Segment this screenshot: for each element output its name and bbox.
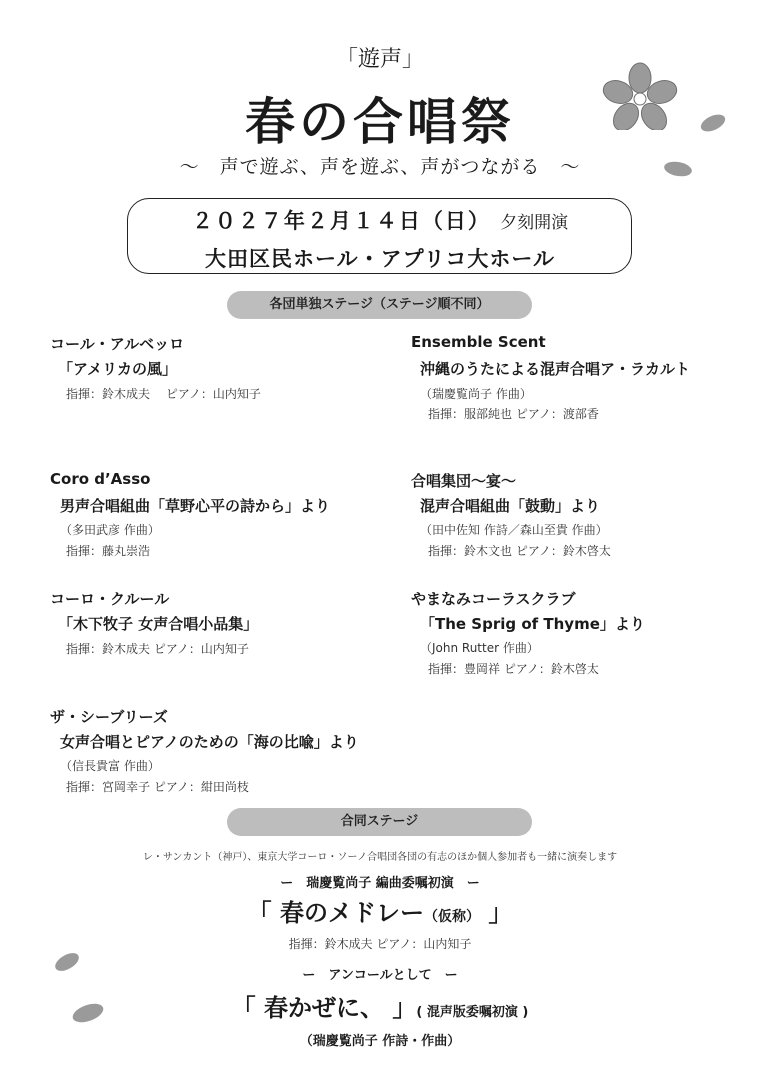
- encore-piece-note: ( 混声版委嘱初演 ): [416, 1005, 529, 1020]
- event-date-line: [0, 205, 760, 235]
- group-name: 合唱集団～宴～: [411, 472, 517, 490]
- section-heading-individual: 各団単独ステージ（ステージ順不同）: [227, 291, 532, 319]
- group-name: Ensemble Scent: [411, 333, 546, 351]
- group-piece: 「木下牧子 女声合唱小品集」: [58, 615, 259, 633]
- group-piece: 「アメリカの風」: [58, 360, 177, 378]
- group-piece: 女声合唱とピアノのための「海の比喩」より: [60, 733, 359, 751]
- page-title: 春の合唱祭: [245, 92, 515, 151]
- section-heading-joint: 合同ステージ: [227, 808, 532, 836]
- group-name: Coro d’Asso: [50, 470, 151, 488]
- group-conductor: 指揮：服部純也 ピアノ：渡部香: [428, 407, 599, 421]
- encore-heading: ー アンコールとして ー: [302, 968, 458, 983]
- joint-conductor: 指揮：鈴木成夫 ピアノ：山内知子: [288, 937, 472, 951]
- group-credit: （田中佐知 作詩／森山至貴 作曲）: [420, 523, 608, 537]
- joint-piece-close: 」: [480, 899, 513, 927]
- joint-piece: [0, 893, 760, 928]
- group-credit: （多田武彦 作曲）: [60, 523, 160, 537]
- tagline: ～ 声で遊ぶ、声を遊ぶ、声がつながる ～: [179, 156, 581, 178]
- event-date: ２０２７年２月１４日（日）: [191, 208, 491, 233]
- joint-piece-title: 「 春のメドレー: [247, 899, 424, 927]
- joint-note: レ・サンカント（神戸）、東京大学コーロ・ソーノ合唱団各団の有志のほか個人参加者も一緒に演奏します: [142, 852, 618, 863]
- event-subtitle: 「遊声」: [335, 47, 424, 72]
- group-credit: （信長貴富 作曲）: [60, 759, 160, 773]
- event-time: 夕刻開演: [500, 213, 569, 233]
- group-name: やまなみコーラスクラブ: [411, 590, 576, 608]
- group-piece: 男声合唱組曲「草野心平の詩から」より: [60, 497, 331, 515]
- encore-credit: （瑞慶覧尚子 作詩・作曲）: [299, 1034, 461, 1049]
- group-piece: 「The Sprig of Thyme」より: [420, 615, 645, 633]
- group-conductor: 指揮：鈴木成夫 ピアノ：山内知子: [66, 387, 261, 401]
- group-piece: 沖縄のうたによる混声合唱ア・ラカルト: [420, 360, 691, 378]
- group-piece: 混声合唱組曲「鼓動」より: [420, 497, 601, 515]
- group-credit: （瑞慶覧尚子 作曲）: [420, 387, 532, 401]
- group-name: ザ・シーブリーズ: [50, 708, 168, 726]
- event-venue: 大田区民ホール・アプリコ大ホール: [205, 246, 555, 271]
- joint-heading: ー 瑞慶覧尚子 編曲委嘱初演 ー: [280, 876, 480, 891]
- joint-piece-note: （仮称）: [424, 909, 480, 925]
- group-conductor: 指揮：鈴木成夫 ピアノ：山内知子: [66, 642, 249, 656]
- group-conductor: 指揮：鈴木文也 ピアノ：鈴木啓太: [428, 544, 611, 558]
- group-name: コーロ・クルール: [50, 590, 170, 608]
- group-conductor: 指揮：宮岡幸子 ピアノ：紺田尚枝: [66, 780, 249, 794]
- group-conductor: 指揮：藤丸崇浩: [66, 544, 151, 558]
- group-credit: （John Rutter 作曲）: [420, 641, 539, 655]
- encore-piece-title: 「 春かぜに、 」: [231, 994, 417, 1022]
- group-name: コール・アルベッロ: [50, 335, 185, 353]
- group-conductor: 指揮：豊岡祥 ピアノ：鈴木啓太: [428, 662, 599, 676]
- encore-piece: [0, 988, 760, 1023]
